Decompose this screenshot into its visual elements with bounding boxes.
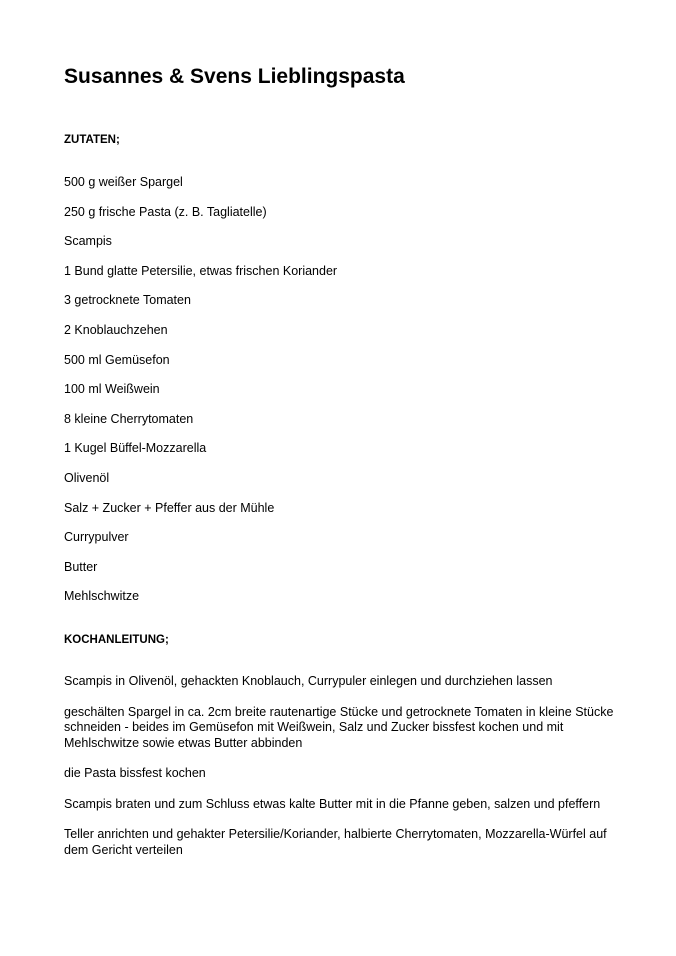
ingredient-item: 100 ml Weißwein (64, 382, 160, 397)
ingredient-item: Salz + Zucker + Pfeffer aus der Mühle (64, 500, 275, 515)
instructions-heading: KOCHANLEITUNG; (64, 634, 169, 646)
ingredient-item: 2 Knoblauchzehen (64, 322, 168, 337)
ingredient-item: 1 Kugel Büffel-Mozzarella (64, 441, 207, 456)
recipe-title: Susannes & Svens Lieblingspasta (64, 65, 405, 88)
ingredient-item: Scampis (64, 234, 112, 249)
ingredient-item: Butter (64, 559, 98, 574)
ingredient-item: Olivenöl (64, 470, 110, 485)
ingredient-item: 250 g frische Pasta (z. B. Tagliatelle) (64, 204, 267, 219)
ingredient-item: 500 g weißer Spargel (64, 175, 183, 189)
ingredient-item: Currypulver (64, 530, 129, 545)
ingredient-item: 500 ml Gemüsefon (64, 352, 170, 367)
instructions-list (64, 674, 624, 873)
ingredients-heading: ZUTATEN; (64, 134, 120, 146)
instruction-step: geschälten Spargel in ca. 2cm breite rautenartige Stücke und getrocknete Tomaten in kleine Stücke schneiden - beides im Gemüsefon mit Weißwein, Salz und Zucker bissfest kochen und mit Mehlschwitze sowie etwas Butter abbinden (64, 704, 614, 750)
instruction-step: Teller anrichten und gehakter Petersilie/Koriander, halbierte Cherrytomaten, Mozzarella-Würfel auf dem Gericht verteilen (64, 827, 607, 857)
ingredients-list (64, 171, 337, 615)
ingredient-item: 8 kleine Cherrytomaten (64, 411, 194, 426)
ingredient-item: 3 getrocknete Tomaten (64, 293, 191, 308)
ingredient-item: 1 Bund glatte Petersilie, etwas frischen Koriander (64, 263, 338, 278)
instruction-step: Scampis in Olivenöl, gehackten Knoblauch, Currypuler einlegen und durchziehen lassen (64, 674, 553, 688)
instruction-step: die Pasta bissfest kochen (64, 766, 206, 780)
instruction-step: Scampis braten und zum Schluss etwas kalte Butter mit in die Pfanne geben, salzen und pfeffern (64, 796, 601, 811)
ingredient-item: Mehlschwitze (64, 589, 140, 604)
